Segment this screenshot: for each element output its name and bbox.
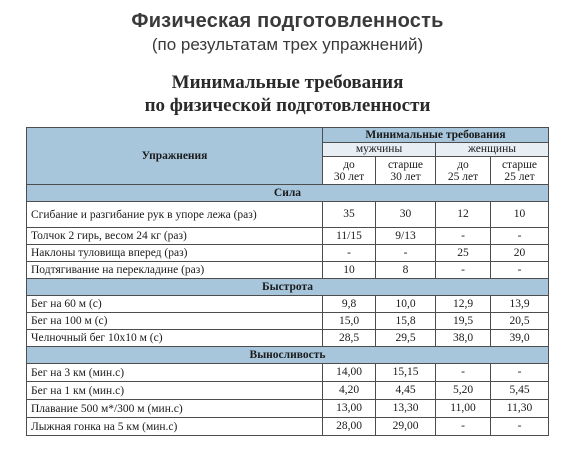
table-cell: 12,9 bbox=[436, 296, 491, 313]
table-cell: - bbox=[491, 228, 549, 245]
table-cell: 28,00 bbox=[323, 418, 376, 436]
section-row-endurance bbox=[27, 347, 549, 364]
section-title: Сила bbox=[27, 185, 549, 202]
table-cell: - bbox=[436, 418, 491, 436]
table-cell: 8 bbox=[376, 262, 436, 279]
table-cell: 30 bbox=[376, 202, 436, 228]
table-cell: 29,5 bbox=[376, 330, 436, 347]
table-cell: 4,20 bbox=[323, 382, 376, 400]
table-cell: 13,00 bbox=[323, 400, 376, 418]
title-block bbox=[0, 0, 575, 117]
exercise-name: Толчок 2 гирь, весом 24 кг (раз) bbox=[27, 228, 323, 245]
table-cell: 20 bbox=[491, 245, 549, 262]
table-cell: - bbox=[491, 418, 549, 436]
requirements-title bbox=[0, 71, 575, 117]
column-header-women: женщины bbox=[436, 143, 549, 157]
table-cell: 28,5 bbox=[323, 330, 376, 347]
table-cell: 4,45 bbox=[376, 382, 436, 400]
exercise-name: Бег на 100 м (с) bbox=[27, 313, 323, 330]
column-header-min-requirements: Минимальные требования bbox=[323, 128, 549, 143]
table-cell: 25 bbox=[436, 245, 491, 262]
age-header: старше 25 лет bbox=[491, 157, 549, 185]
exercise-name: Лыжная гонка на 5 км (мин.с) bbox=[27, 418, 323, 436]
column-header-exercises: Упражнения bbox=[27, 128, 323, 185]
exercise-name: Бег на 60 м (с) bbox=[27, 296, 323, 313]
table-cell: 11/15 bbox=[323, 228, 376, 245]
table-cell: 5,45 bbox=[491, 382, 549, 400]
table-cell: 10 bbox=[491, 202, 549, 228]
section-row-strength bbox=[27, 185, 549, 202]
table-cell: - bbox=[323, 245, 376, 262]
table-cell: - bbox=[436, 262, 491, 279]
exercise-name: Сгибание и разгибание рук в упоре лежа (раз) bbox=[27, 202, 323, 228]
page-subtitle: (по результатам трех упражнений) bbox=[151, 35, 424, 54]
exercise-name: Челночный бег 10х10 м (с) bbox=[27, 330, 323, 347]
table-cell: 13,9 bbox=[491, 296, 549, 313]
exercise-name: Подтягивание на перекладине (раз) bbox=[27, 262, 323, 279]
table-cell: 10 bbox=[323, 262, 376, 279]
table-cell: 14,00 bbox=[323, 364, 376, 382]
table-row bbox=[27, 382, 549, 400]
table-cell: 5,20 bbox=[436, 382, 491, 400]
table-cell: - bbox=[436, 228, 491, 245]
table-cell: 15,15 bbox=[376, 364, 436, 382]
table-cell: - bbox=[491, 364, 549, 382]
table-row bbox=[27, 364, 549, 382]
table-cell: 29,00 bbox=[376, 418, 436, 436]
column-header-men: мужчины bbox=[323, 143, 436, 157]
exercise-name: Плавание 500 м*/300 м (мин.с) bbox=[27, 400, 323, 418]
exercise-name: Бег на 3 км (мин.с) bbox=[27, 364, 323, 382]
table-cell: - bbox=[436, 364, 491, 382]
table-cell: 9/13 bbox=[376, 228, 436, 245]
table-row bbox=[27, 330, 549, 347]
table-cell: 11,30 bbox=[491, 400, 549, 418]
exercise-name: Наклоны туловища вперед (раз) bbox=[27, 245, 323, 262]
table-cell: 13,30 bbox=[376, 400, 436, 418]
section-title: Выносливость bbox=[27, 347, 549, 364]
table-cell: 35 bbox=[323, 202, 376, 228]
table-row bbox=[27, 400, 549, 418]
table-row bbox=[27, 418, 549, 436]
table-cell: - bbox=[376, 245, 436, 262]
table-cell: 10,0 bbox=[376, 296, 436, 313]
requirements-table bbox=[26, 127, 549, 436]
table-cell: 39,0 bbox=[491, 330, 549, 347]
table-row bbox=[27, 296, 549, 313]
table-cell: 9,8 bbox=[323, 296, 376, 313]
page-title: Физическая подготовленность bbox=[131, 10, 444, 32]
table-cell: 11,00 bbox=[436, 400, 491, 418]
section-title: Быстрота bbox=[27, 279, 549, 296]
table-cell: 20,5 bbox=[491, 313, 549, 330]
table-row bbox=[27, 313, 549, 330]
age-header: до 25 лет bbox=[436, 157, 491, 185]
table-row bbox=[27, 245, 549, 262]
requirements-title-line-1: Минимальные требования bbox=[171, 72, 404, 93]
table-row bbox=[27, 228, 549, 245]
table-cell: 12 bbox=[436, 202, 491, 228]
table-row bbox=[27, 202, 549, 228]
table-cell: - bbox=[491, 262, 549, 279]
table-cell: 15,0 bbox=[323, 313, 376, 330]
table-cell: 38,0 bbox=[436, 330, 491, 347]
age-header: старше 30 лет bbox=[376, 157, 436, 185]
section-row-speed bbox=[27, 279, 549, 296]
table-cell: 15,8 bbox=[376, 313, 436, 330]
table-row bbox=[27, 262, 549, 279]
table-cell: 19,5 bbox=[436, 313, 491, 330]
age-header: до 30 лет bbox=[323, 157, 376, 185]
requirements-title-line-2: по физической подготовленности bbox=[144, 95, 431, 116]
exercise-name: Бег на 1 км (мин.с) bbox=[27, 382, 323, 400]
